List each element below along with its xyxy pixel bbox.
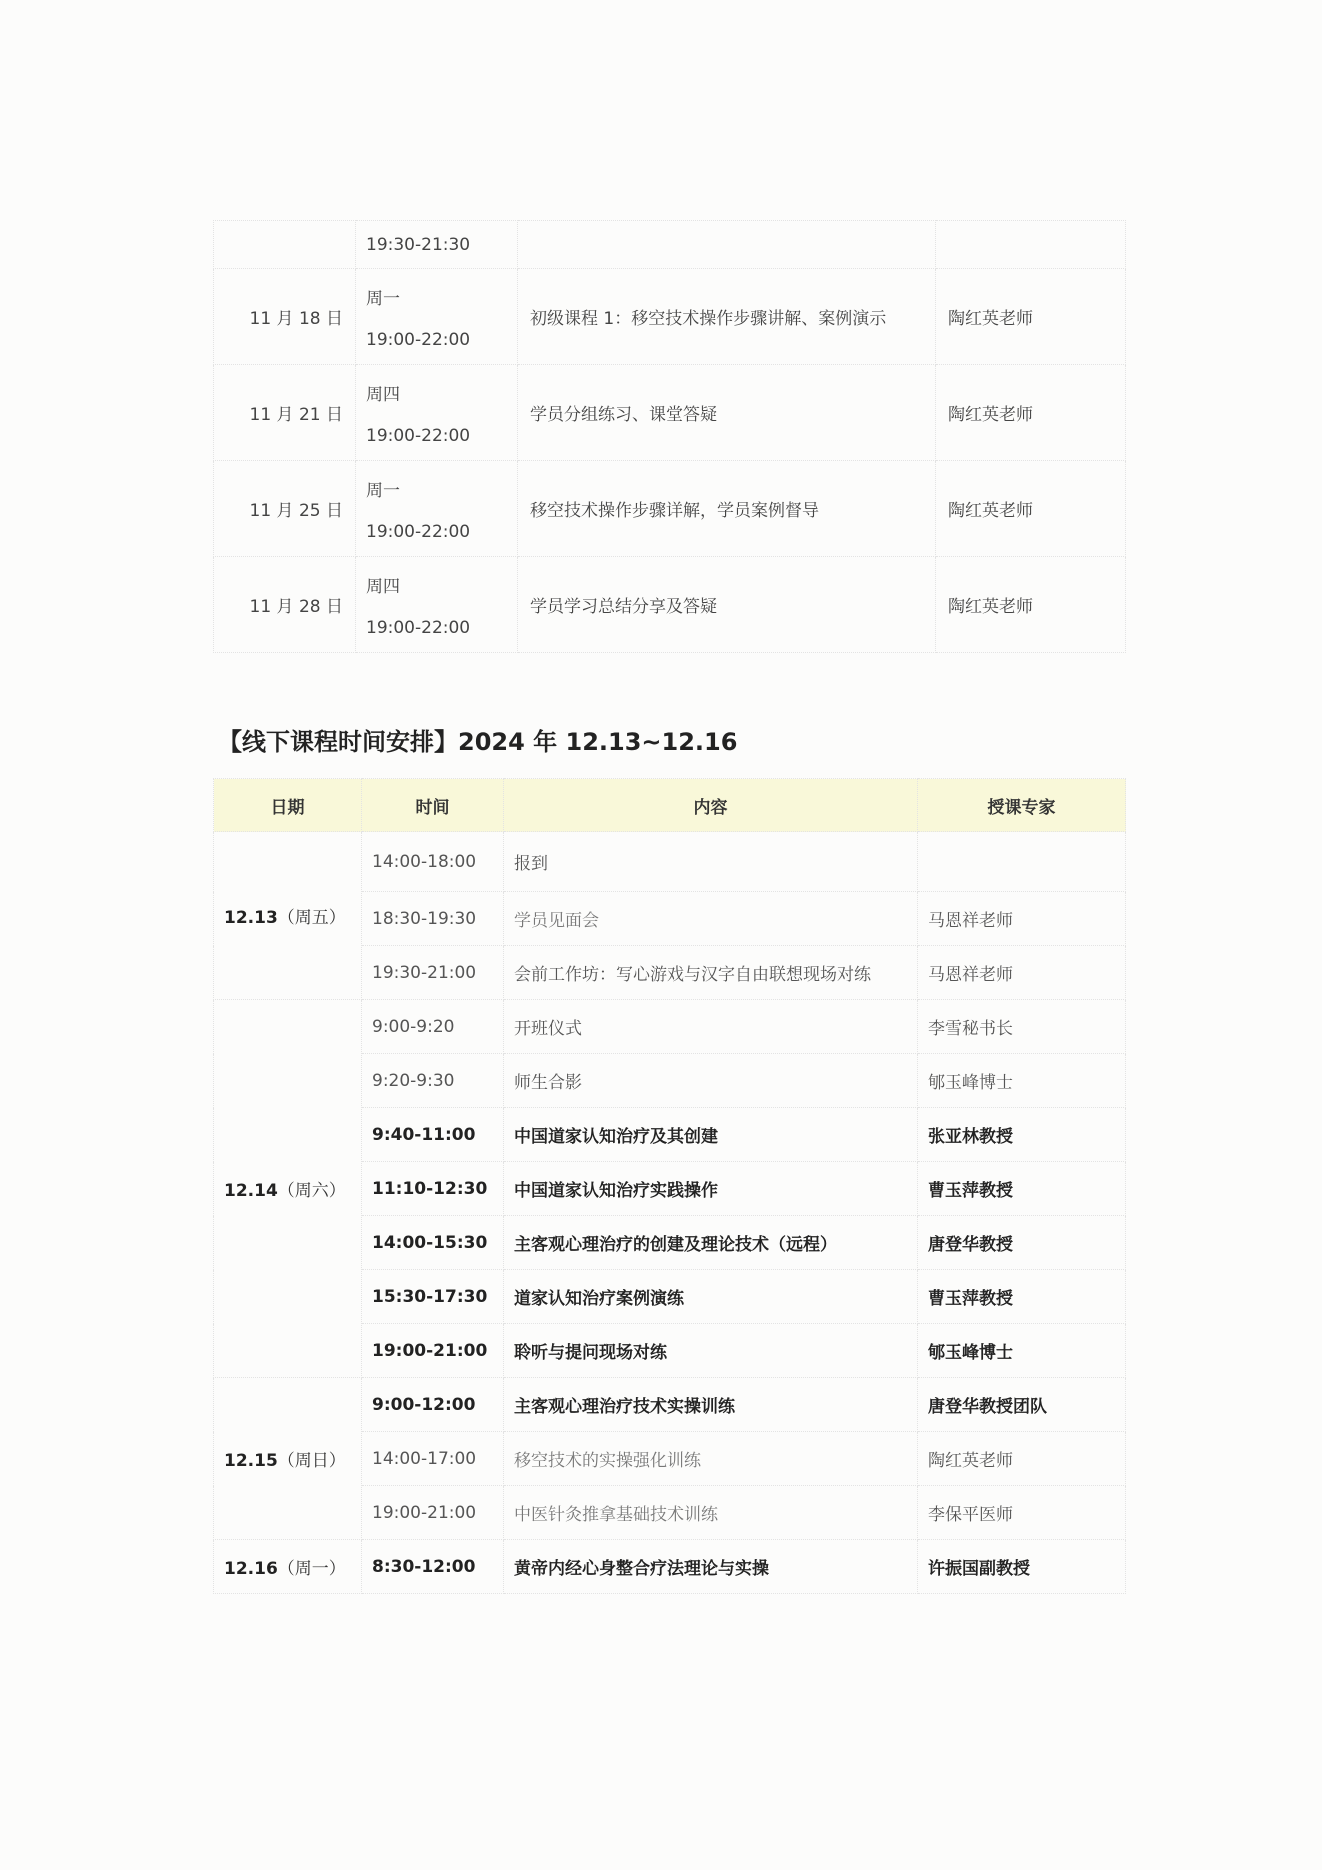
weekday-label: （周日）: [277, 1451, 346, 1471]
content-cell: 移空技术操作步骤详解，学员案例督导: [518, 461, 936, 557]
teacher-cell: 唐登华教授团队: [918, 1378, 1126, 1432]
header-teacher: 授课专家: [918, 779, 1126, 832]
time-label: 19:00-22:00: [366, 425, 471, 446]
weekday-label: 周四: [366, 384, 400, 405]
content-cell: 学员学习总结分享及答疑: [518, 557, 936, 653]
teacher-cell: 陶红英老师: [936, 365, 1126, 461]
teacher-cell: 马恩祥老师: [918, 946, 1126, 1000]
table-row: [214, 1540, 1126, 1594]
weekday-label: 周四: [366, 576, 400, 597]
content-cell: 中国道家认知治疗实践操作: [504, 1162, 918, 1216]
time-cell: [356, 269, 518, 365]
date-label: 12.15: [224, 1451, 278, 1471]
content-cell: 初级课程 1：移空技术操作步骤讲解、案例演示: [518, 269, 936, 365]
header-date: 日期: [214, 779, 362, 832]
content-cell: 聆听与提问现场对练: [504, 1324, 918, 1378]
teacher-cell: 郇玉峰博士: [918, 1324, 1126, 1378]
time-cell: 14:00-15:30: [362, 1216, 504, 1270]
teacher-cell: 陶红英老师: [936, 461, 1126, 557]
content-cell: 报到: [504, 832, 918, 892]
teacher-cell: 曹玉萍教授: [918, 1162, 1126, 1216]
table-row: [214, 832, 1126, 892]
table-row: [214, 461, 1126, 557]
teacher-cell: 唐登华教授: [918, 1216, 1126, 1270]
offline-schedule-table: [213, 778, 1126, 1594]
time-cell: 14:00-18:00: [362, 832, 504, 892]
content-cell: 移空技术的实操强化训练: [504, 1432, 918, 1486]
time-label: 19:00-22:00: [366, 617, 471, 638]
online-schedule-table: [213, 220, 1126, 653]
content-cell: 开班仪式: [504, 1000, 918, 1054]
content-cell: 学员分组练习、课堂答疑: [518, 365, 936, 461]
weekday-label: 周一: [366, 480, 400, 501]
teacher-cell: 陶红英老师: [918, 1432, 1126, 1486]
time-cell: [356, 365, 518, 461]
teacher-cell: 马恩祥老师: [918, 892, 1126, 946]
time-cell: 9:40-11:00: [362, 1108, 504, 1162]
header-time: 时间: [362, 779, 504, 832]
time-cell: 9:00-9:20: [362, 1000, 504, 1054]
header-content: 内容: [504, 779, 918, 832]
time-cell: 19:30-21:30: [356, 221, 518, 269]
content-cell: 黄帝内经心身整合疗法理论与实操: [504, 1540, 918, 1594]
content-cell: 中医针灸推拿基础技术训练: [504, 1486, 918, 1540]
time-cell: 9:20-9:30: [362, 1054, 504, 1108]
weekday-label: （周六）: [277, 1181, 346, 1201]
time-cell: 11:10-12:30: [362, 1162, 504, 1216]
content-cell: 学员见面会: [504, 892, 918, 946]
weekday-label: （周一）: [277, 1559, 346, 1579]
teacher-cell: 曹玉萍教授: [918, 1270, 1126, 1324]
teacher-cell: 许振国副教授: [918, 1540, 1126, 1594]
teacher-cell: [918, 832, 1126, 892]
time-cell: 9:00-12:00: [362, 1378, 504, 1432]
table-row: [214, 269, 1126, 365]
teacher-cell: 陶红英老师: [936, 269, 1126, 365]
table-row: [214, 1378, 1126, 1432]
teacher-cell: 李保平医师: [918, 1486, 1126, 1540]
table-row: [214, 365, 1126, 461]
time-cell: 19:00-21:00: [362, 1486, 504, 1540]
content-cell: 师生合影: [504, 1054, 918, 1108]
time-cell: 15:30-17:30: [362, 1270, 504, 1324]
time-cell: [356, 461, 518, 557]
date-label: 12.16: [224, 1559, 278, 1579]
date-cell: [214, 1000, 362, 1378]
time-cell: 19:00-21:00: [362, 1324, 504, 1378]
time-cell: 8:30-12:00: [362, 1540, 504, 1594]
content-cell: 道家认知治疗案例演练: [504, 1270, 918, 1324]
table-row: [214, 1000, 1126, 1054]
table-header-row: [214, 779, 1126, 832]
teacher-cell: 郇玉峰博士: [918, 1054, 1126, 1108]
time-cell: [356, 557, 518, 653]
time-cell: 19:30-21:00: [362, 946, 504, 1000]
weekday-label: 周一: [366, 288, 400, 309]
date-cell: 11 月 28 日: [214, 557, 356, 653]
time-cell: 14:00-17:00: [362, 1432, 504, 1486]
teacher-cell: 李雪秘书长: [918, 1000, 1126, 1054]
table-row: [214, 557, 1126, 653]
date-label: 12.13: [224, 908, 278, 928]
date-cell: 11 月 25 日: [214, 461, 356, 557]
time-label: 19:00-22:00: [366, 521, 471, 542]
date-cell: [214, 1378, 362, 1540]
date-cell: [214, 1540, 362, 1594]
content-cell: 中国道家认知治疗及其创建: [504, 1108, 918, 1162]
time-cell: 18:30-19:30: [362, 892, 504, 946]
date-cell: [214, 832, 362, 1000]
teacher-cell: 张亚林教授: [918, 1108, 1126, 1162]
date-cell: 11 月 18 日: [214, 269, 356, 365]
weekday-label: （周五）: [277, 908, 346, 928]
date-cell: 11 月 21 日: [214, 365, 356, 461]
content-cell: 会前工作坊：写心游戏与汉字自由联想现场对练: [504, 946, 918, 1000]
content-cell: 主客观心理治疗的创建及理论技术（远程）: [504, 1216, 918, 1270]
teacher-cell: 陶红英老师: [936, 557, 1126, 653]
section-title: 【线下课程时间安排】2024 年 12.13~12.16: [218, 728, 738, 756]
content-cell: 主客观心理治疗技术实操训练: [504, 1378, 918, 1432]
date-label: 12.14: [224, 1181, 278, 1201]
time-label: 19:00-22:00: [366, 329, 471, 350]
table-row: [214, 221, 1126, 269]
